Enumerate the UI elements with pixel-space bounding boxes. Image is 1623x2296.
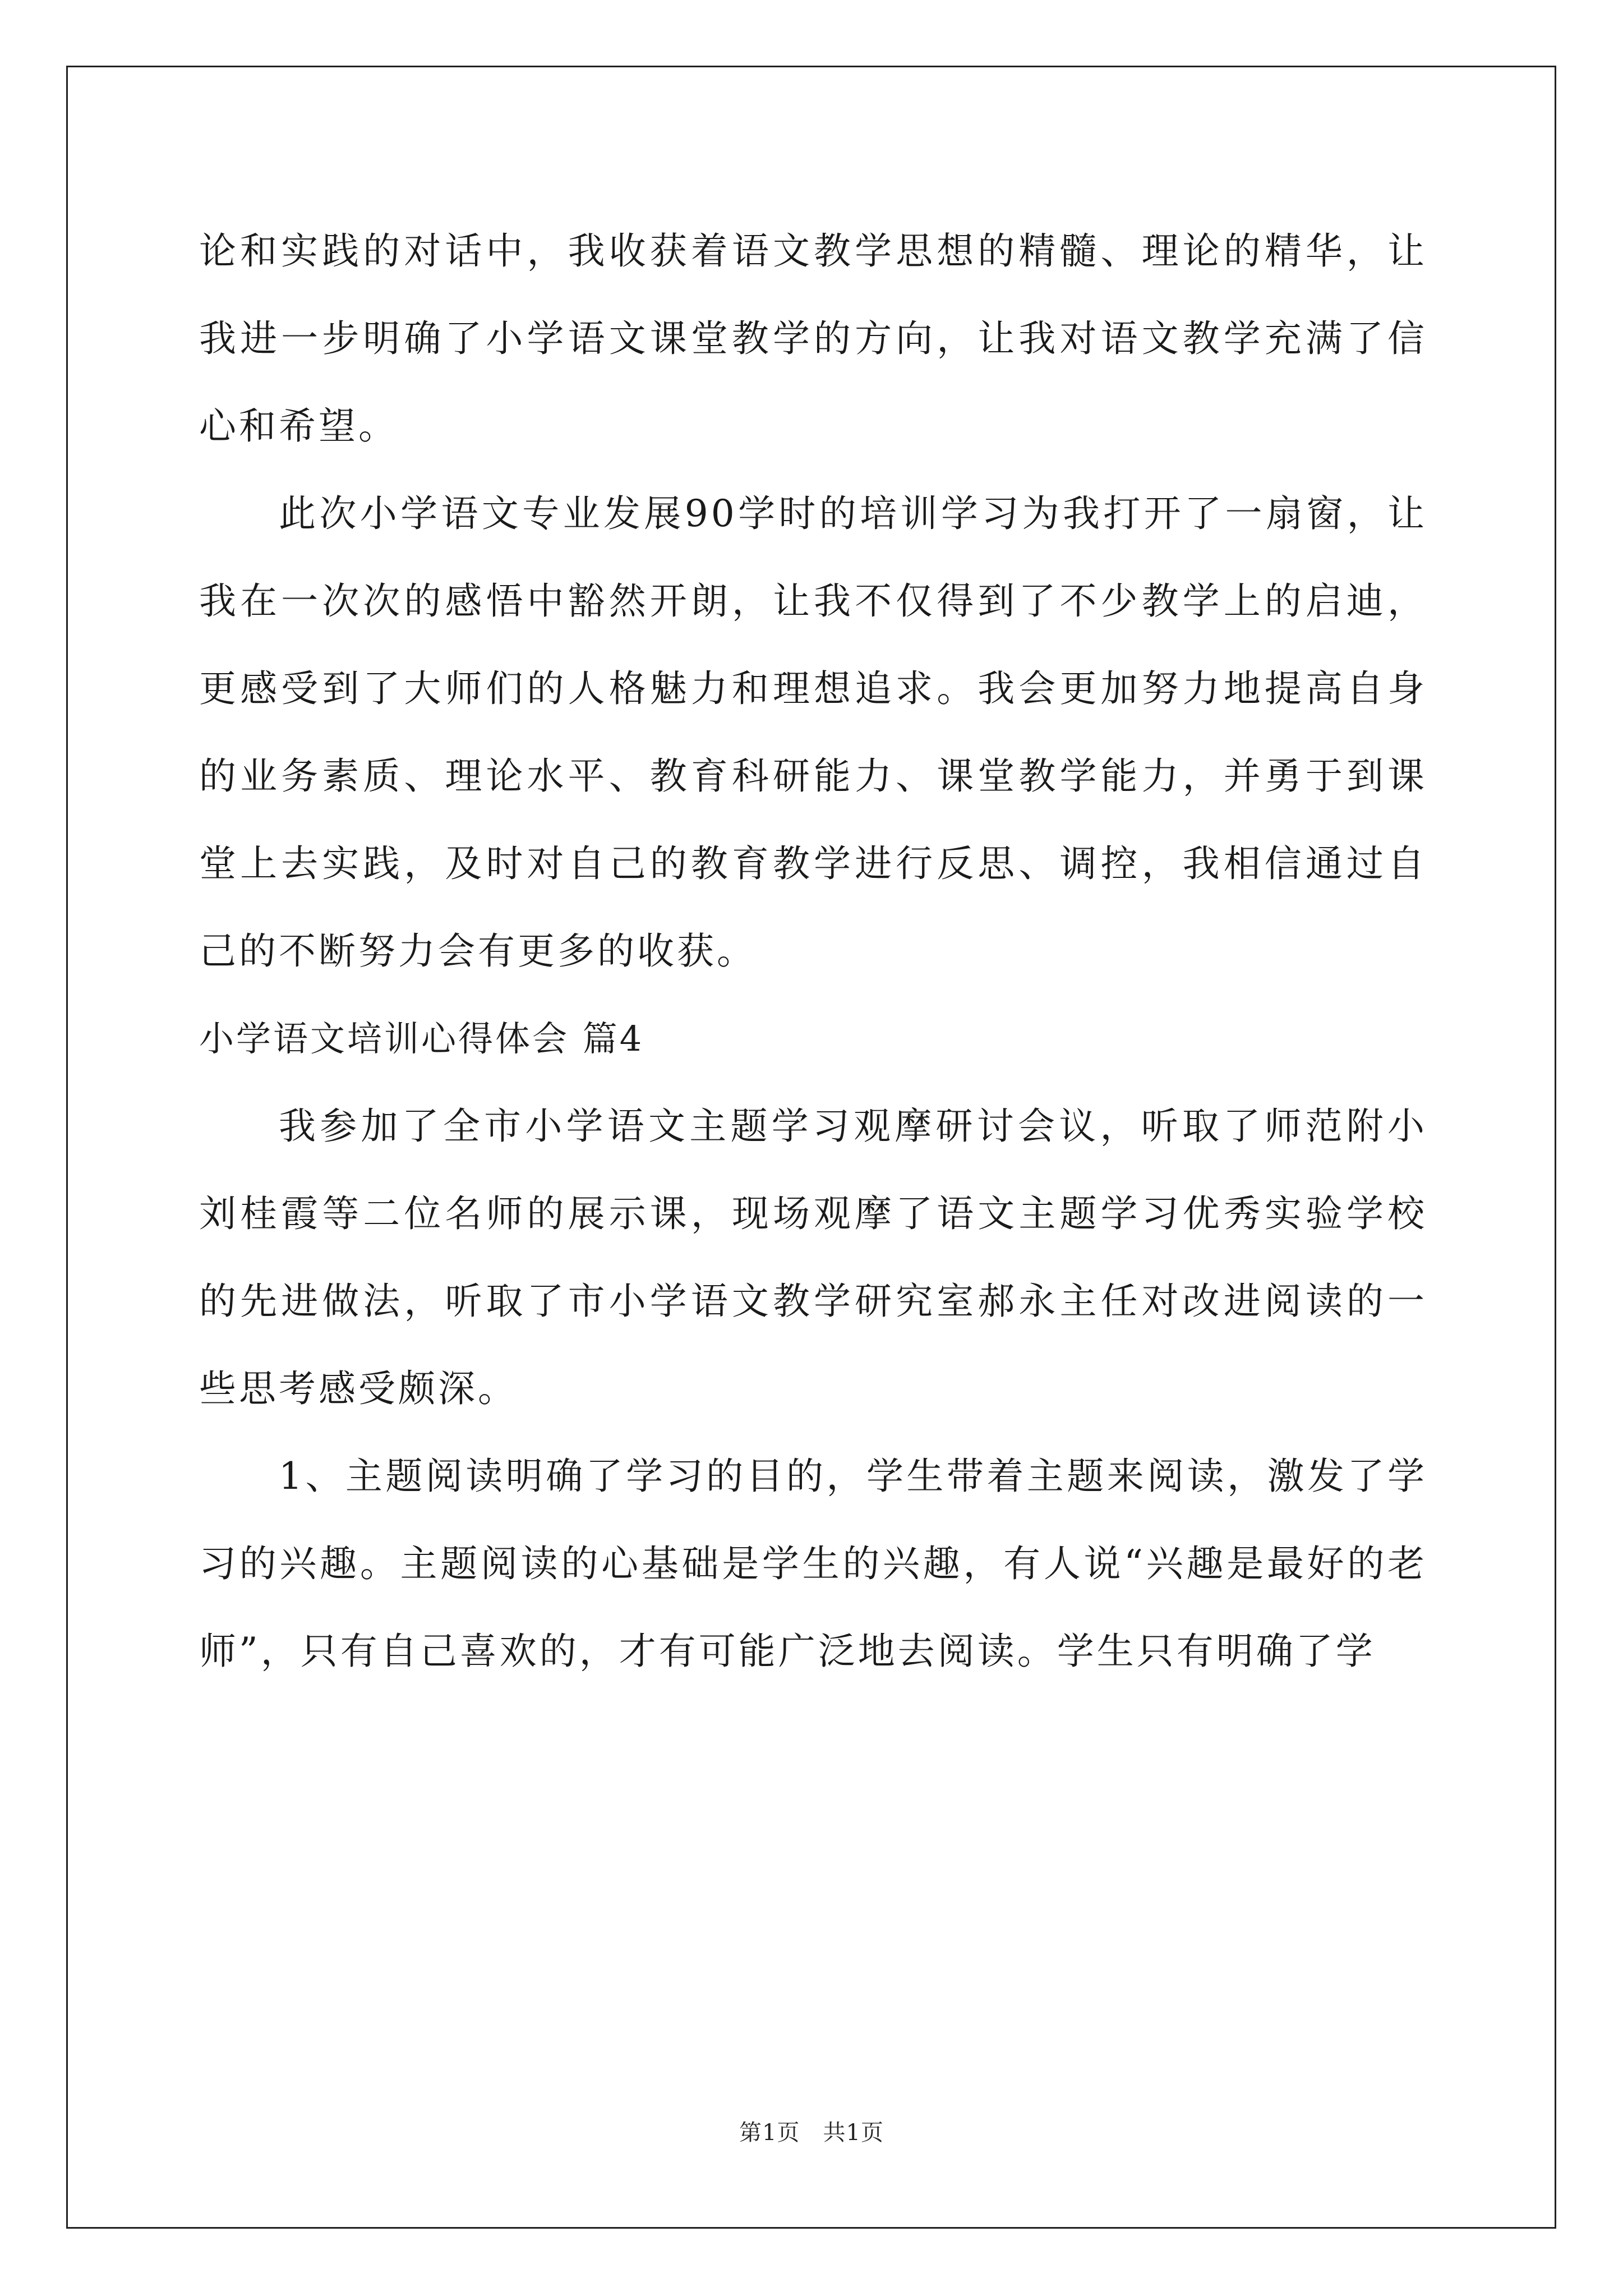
- paragraph-3: 我参加了全市小学语文主题学习观摩研讨会议，听取了师范附小刘桂霞等二位名师的展示课，现场观摩了语文主题学习优秀实验学校的先进做法，听取了市小学语文教学研究室郝永主任对改进阅读的一些思考感受颇深。: [199, 1105, 1427, 1410]
- section-heading: 小学语文培训心得体会 篇4: [199, 1018, 644, 1059]
- paragraph-2: 此次小学语文专业发展90学时的培训学习为我打开了一扇窗，让我在一次次的感悟中豁然开朗，让我不仅得到了不少教学上的启迪，更感受到了大师们的人格魅力和理想追求。我会更加努力地提高自身的业务素质、理论水平、教育科研能力、课堂教学能力，并勇于到课堂上去实践，及时对自己的教育教学进行反思、调控，我相信通过自己的不断努力会有更多的收获。: [199, 492, 1427, 973]
- document-body: [199, 208, 1427, 1695]
- paragraph-4: 1、主题阅读明确了学习的目的，学生带着主题来阅读，激发了学习的兴趣。主题阅读的心基础是学生的兴趣，有人说“兴趣是最好的老师”，只有自己喜欢的，才有可能广泛地去阅读。学生只有明确了学: [199, 1455, 1427, 1673]
- page-number: 第1页 共1页: [739, 2120, 884, 2146]
- paragraph-1: 论和实践的对话中，我收获着语文教学思想的精髓、理论的精华，让我进一步明确了小学语文课堂教学的方向，让我对语文教学充满了信心和希望。: [199, 229, 1427, 448]
